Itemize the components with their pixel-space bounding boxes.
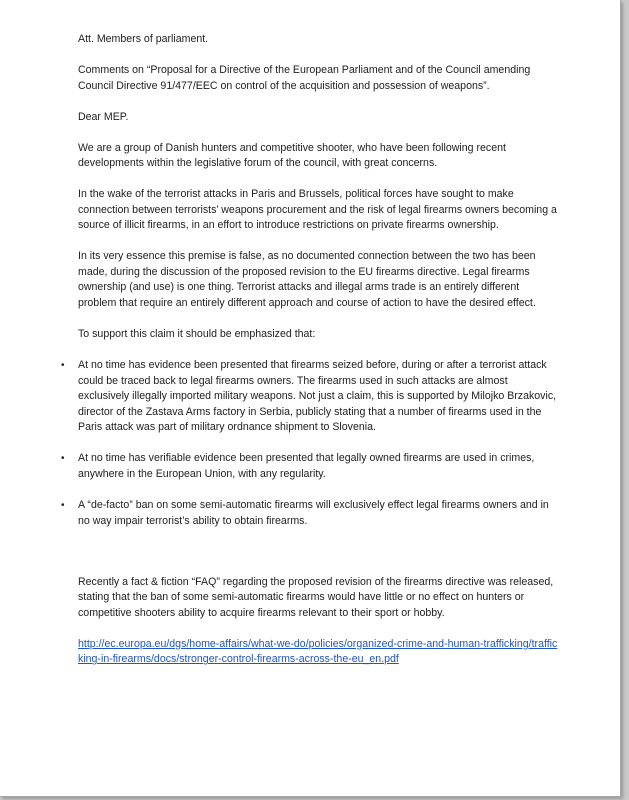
subject-line: Comments on “Proposal for a Directive of the European Parliament and of the Council amending Council Directive 91/477/EEC on control of the acquisition and possession of weapons”. bbox=[78, 63, 531, 92]
list-item bbox=[61, 498, 558, 529]
paragraph-support: To support this claim it should be emphasized that: bbox=[78, 328, 316, 341]
list-item bbox=[61, 358, 558, 436]
spacer bbox=[78, 545, 558, 575]
bullet-icon: • bbox=[61, 453, 65, 465]
list-item bbox=[61, 451, 558, 482]
salutation-line: Att. Members of parliament. bbox=[78, 33, 209, 45]
bullet-icon: • bbox=[61, 499, 65, 511]
paragraph-intro: We are a group of Danish hunters and competitive shooter, who have been following recent developments within the legislative forum of the council, with great concerns. bbox=[78, 141, 506, 170]
paragraph-faq: Recently a fact & fiction “FAQ” regarding the proposed revision of the firearms directive was released, stating that the ban of some semi-automatic firearms would have little or no effect on hunters or competitive shooters ability to acquire firearms relevant to their sport or hobby. bbox=[78, 575, 554, 619]
bullet-icon: • bbox=[61, 360, 65, 372]
bullet-text: A “de-facto” ban on some semi-automatic firearms will exclusively effect legal firearms owners and in no way impair terrorist’s ability to obtain firearms. bbox=[78, 498, 549, 527]
source-link[interactable]: http://ec.europa.eu/dgs/home-affairs/what-we-do/policies/organized-crime-and-human-trafficking/trafficking-in-firearms/docs/stronger-control-firearms-across-the-eu_en.pdf bbox=[78, 637, 558, 666]
greeting: Dear MEP. bbox=[78, 110, 129, 123]
letter-body bbox=[61, 32, 558, 683]
paragraph-premise: In its very essence this premise is false, as no documented connection between the two has been made, during the discussion of the proposed revision to the EU firearms directive. Legal firearms ownership (and use) is one thing. Terrorist attacks and illegal arms trade is an entirely different problem that require an entirely different approach and course of action to have the desired effect. bbox=[78, 250, 536, 310]
bullet-text: At no time has evidence been presented that firearms seized before, during or after a terrorist attack could be traced back to legal firearms owners. The firearms used in such attacks are almost exclusively illegally imported military weapons. Not just a claim, this is supported by Milojko Brzakovic, director of the Zastava Arms factory in Serbia, publicly stating that a number of firearms used in the Paris attack was part of military ordnance shipment to Slovenia. bbox=[78, 359, 557, 434]
bullet-text: At no time has verifiable evidence been presented that legally owned firearms are used in crimes, anywhere in the European Union, with any regularity. bbox=[78, 452, 535, 480]
paragraph-context: In the wake of the terrorist attacks in Paris and Brussels, political forces have sought to make connection between terrorists’ weapons procurement and the risk of legal firearms owners becoming a source of illicit firearms, in an effort to introduce restrictions on private firearms ownership. bbox=[78, 188, 557, 232]
